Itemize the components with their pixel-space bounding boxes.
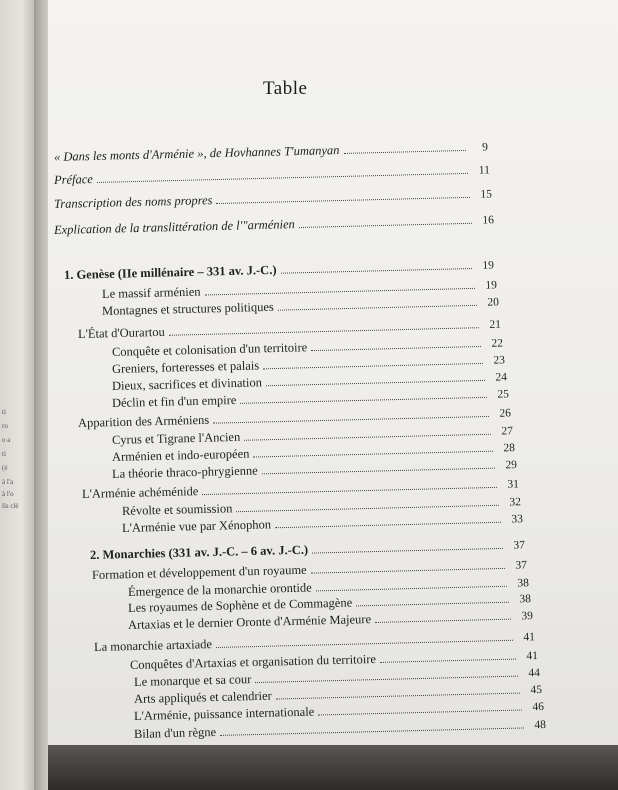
- toc-entry-title: L'Arménie, puissance internationale: [133, 704, 315, 723]
- margin-fragment: o a: [2, 436, 11, 444]
- toc-page-number: 37: [513, 539, 526, 552]
- toc-page-number: 27: [501, 425, 514, 438]
- toc-page-number: 9: [481, 141, 489, 154]
- toc-entry-title: Transcription des noms propres: [53, 193, 213, 211]
- toc-page-number: 21: [489, 318, 502, 331]
- leader-dots: [312, 547, 503, 554]
- leader-dots: [169, 326, 479, 336]
- leader-dots: [356, 601, 509, 607]
- leader-dots: [220, 726, 524, 735]
- leader-dots: [253, 450, 493, 458]
- table-of-contents: [48, 0, 618, 745]
- leader-dots: [266, 379, 485, 386]
- toc-page-number: 11: [478, 164, 491, 177]
- toc-entry-title: Émergence de la monarchie orontide: [127, 580, 312, 599]
- leader-dots: [343, 149, 465, 154]
- leader-dots: [263, 362, 483, 369]
- leader-dots: [275, 521, 501, 529]
- toc-page-number: 44: [528, 667, 541, 680]
- toc-entry-title: 1. Genèse (IIe millénaire – 331 av. J.-C.): [63, 262, 277, 282]
- toc-page-number: 41: [523, 631, 536, 644]
- toc-entry-title: « Dans les monts d'Arménie », de Hovhannes T'umanyan: [53, 143, 340, 164]
- toc-entry-title: Le massif arménien: [101, 284, 201, 301]
- margin-fragment: ro: [2, 422, 8, 430]
- margin-fragment: à l'a: [2, 478, 14, 486]
- leader-dots: [255, 675, 518, 683]
- toc-page-number: 37: [515, 559, 528, 572]
- leader-dots: [216, 639, 513, 648]
- leader-dots: [276, 692, 520, 700]
- toc-entry-title: Préface: [53, 172, 94, 187]
- toc-page-number: 29: [505, 459, 518, 472]
- margin-fragment: (é: [2, 464, 8, 472]
- toc-entry: [54, 186, 492, 212]
- leader-dots: [311, 567, 505, 574]
- toc-entry-title: L'Arménie vue par Xénophon: [121, 517, 272, 535]
- toc-page-number: 19: [485, 279, 498, 292]
- toc-entry-title: Les royaumes de Sophène et de Commagène: [127, 595, 353, 615]
- margin-fragment: lis clé: [2, 502, 19, 510]
- toc-page-number: 39: [521, 610, 534, 623]
- toc-entry-title: La théorie thraco-phrygienne: [111, 463, 258, 481]
- left-page-edge: [0, 0, 36, 790]
- toc-entry-title: Dieux, sacrifices et divination: [111, 375, 263, 393]
- toc-entry-title: Explication de la translittération de l'"arménien: [53, 217, 295, 237]
- leader-dots: [202, 486, 497, 495]
- toc-entry-title: Formation et développement d'un royaume: [91, 562, 307, 582]
- toc-page-number: 38: [519, 593, 532, 606]
- margin-fragment: à l'o: [2, 490, 14, 498]
- leader-dots: [205, 287, 475, 296]
- toc-entry: [54, 212, 494, 238]
- leader-dots: [318, 709, 522, 716]
- toc-entry-title: Conquêtes d'Artaxias et organisation du territoire: [129, 651, 377, 672]
- leader-dots: [236, 504, 499, 512]
- toc-entry-title: Artaxias et le dernier Oronte d'Arménie Majeure: [127, 612, 372, 632]
- leader-dots: [278, 304, 477, 311]
- page-title: Table: [263, 78, 308, 99]
- leader-dots: [281, 267, 472, 274]
- toc-entry-title: L'Arménie achéménide: [81, 484, 199, 501]
- toc-page-number: 33: [511, 513, 524, 526]
- leader-dots: [240, 396, 487, 404]
- toc-page-number: 28: [503, 442, 516, 455]
- leader-dots: [299, 222, 472, 228]
- toc-entry: [54, 139, 488, 165]
- toc-page-number: 46: [532, 700, 545, 714]
- toc-entry-title: Révolte et soumission: [121, 501, 233, 518]
- leader-dots: [216, 196, 470, 204]
- toc-page-number: 24: [495, 371, 508, 384]
- leader-dots: [380, 658, 516, 663]
- toc-entry-title: Arménien et indo-européen: [111, 446, 250, 464]
- toc-page-number: 25: [497, 388, 510, 401]
- leader-dots: [213, 415, 489, 424]
- leader-dots: [311, 345, 481, 351]
- toc-entry-title: Montagnes et structures politiques: [101, 299, 274, 318]
- toc-entry-title: Cyrus et Tigrane l'Ancien: [111, 429, 241, 447]
- margin-fragment: ti: [2, 408, 6, 416]
- margin-fragment: ti: [2, 450, 6, 458]
- toc-entry-title: Apparition des Arméniens: [77, 412, 210, 430]
- leader-dots: [262, 467, 495, 475]
- toc-page-number: 38: [517, 577, 530, 590]
- toc-entry-title: La monarchie artaxiade: [93, 637, 213, 654]
- leader-dots: [244, 433, 491, 441]
- toc-page-number: 26: [499, 407, 512, 420]
- toc-entry-title: Le monarque et sa cour: [133, 672, 252, 689]
- toc-entry-title: Bilan d'un règne: [133, 724, 217, 741]
- leader-dots: [375, 618, 511, 623]
- toc-page-number: 48: [534, 718, 547, 732]
- toc-entry-title: Conquête et colonisation d'un territoire: [111, 340, 308, 359]
- toc-page-number: 16: [482, 214, 495, 227]
- toc-page-number: 15: [480, 188, 493, 201]
- toc-page: [48, 0, 618, 745]
- toc-entry-title: Greniers, forteresses et palais: [111, 358, 260, 376]
- toc-page-number: 19: [482, 259, 495, 272]
- toc-page-number: 41: [526, 650, 539, 663]
- toc-page-number: 45: [530, 684, 543, 697]
- leader-dots: [97, 172, 468, 183]
- toc-page-number: 31: [507, 478, 520, 491]
- toc-page-number: 32: [509, 496, 522, 509]
- toc-entry: [54, 162, 490, 188]
- toc-entry-title: L'État d'Ourartou: [77, 324, 165, 341]
- toc-page-number: 23: [493, 354, 506, 367]
- leader-dots: [316, 585, 507, 592]
- toc-entry-title: 2. Monarchies (331 av. J.-C. – 6 av. J.-C.): [89, 542, 309, 562]
- toc-entry-title: Déclin et fin d'un empire: [111, 392, 237, 410]
- toc-page-number: 22: [491, 337, 504, 350]
- toc-entry-title: Arts appliqués et calendrier: [133, 688, 272, 706]
- toc-page-number: 20: [487, 296, 500, 309]
- page-bottom-shadow: [48, 745, 618, 790]
